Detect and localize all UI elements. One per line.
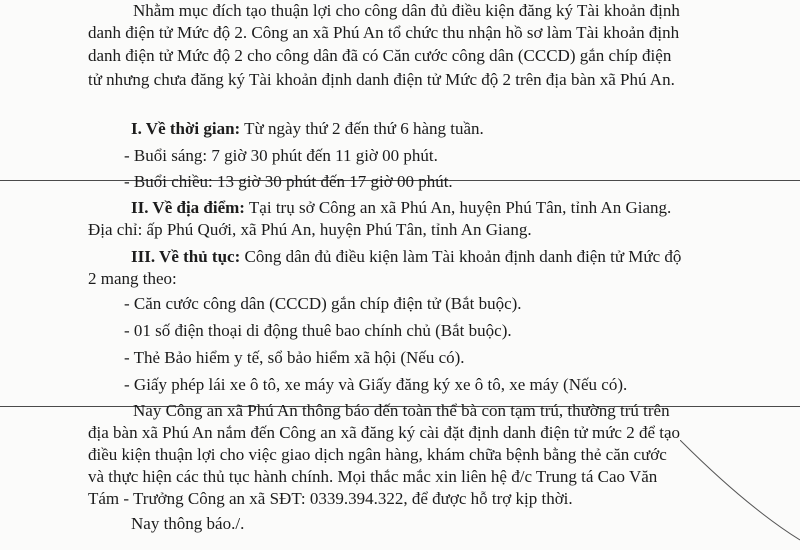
- intro-line-3: danh điện tử Mức độ 2 cho công dân đã có Căn cước công dân (CCCD) gắn chíp điện: [88, 46, 672, 65]
- notice-line-4: và thực hiện các thủ tục hành chính. Mọi thắc mắc xin liên hệ đ/c Trung tá Cao Văn: [88, 467, 658, 486]
- procedure-section: [131, 246, 681, 268]
- notice-line-1: Nay Công an xã Phú An thông báo đến toàn thể bà con tạm trú, thường trú trên: [133, 401, 670, 420]
- procedure-text-2: 2 mang theo:: [88, 269, 177, 288]
- time-heading: I. Về thời gian:: [131, 119, 241, 138]
- place-address: Địa chỉ: ấp Phú Quới, xã Phú An, huyện Phú Tân, tỉnh An Giang.: [88, 220, 532, 239]
- time-morning: - Buổi sáng: 7 giờ 30 phút đến 11 giờ 00 phút.: [124, 146, 438, 165]
- intro-line-1: Nhằm mục đích tạo thuận lợi cho công dân đủ điều kiện đăng ký Tài khoản định: [133, 1, 680, 20]
- place-text: Tại trụ sở Công an xã Phú An, huyện Phú Tân, tỉnh An Giang.: [244, 198, 672, 217]
- notice-line-2: địa bàn xã Phú An nắm đến Công an xã đăng ký cài đặt định danh điện tử mức 2 để tạo: [88, 423, 681, 442]
- time-afternoon: - Buổi chiều: 13 giờ 30 phút đến 17 giờ 00 phút.: [124, 172, 453, 191]
- place-section: [131, 197, 671, 219]
- intro-line-4: tử nhưng chưa đăng ký Tài khoản định danh điện tử Mức độ 2 trên địa bàn xã Phú An.: [88, 70, 675, 89]
- procedure-item: - Căn cước công dân (CCCD) gắn chíp điện tử (Bắt buộc).: [124, 294, 522, 313]
- page-edge-curve: [680, 440, 800, 550]
- time-section: [131, 118, 484, 140]
- procedure-item: - 01 số điện thoại di động thuê bao chính chủ (Bắt buộc).: [124, 321, 512, 340]
- procedure-text: Công dân đủ điều kiện làm Tài khoản định danh điện tử Mức độ: [240, 247, 682, 266]
- procedure-item: - Giấy phép lái xe ô tô, xe máy và Giấy đăng ký xe ô tô, xe máy (Nếu có).: [124, 375, 628, 394]
- procedure-item: - Thẻ Bảo hiểm y tế, sổ bảo hiểm xã hội (Nếu có).: [124, 348, 465, 367]
- procedure-heading: III. Về thủ tục:: [131, 247, 241, 266]
- time-text: Từ ngày thứ 2 đến thứ 6 hàng tuần.: [240, 119, 484, 138]
- notice-line-3: điều kiện thuận lợi cho việc giao dịch ngân hàng, khám chữa bệnh bằng thẻ căn cước: [88, 445, 667, 464]
- intro-line-2: danh điện tử Mức độ 2. Công an xã Phú An tổ chức thu nhận hồ sơ làm Tài khoản định: [88, 23, 680, 42]
- closing-text: Nay thông báo./.: [131, 514, 245, 533]
- notice-line-5: Tám - Trưởng Công an xã SĐT: 0339.394.322, để được hỗ trợ kịp thời.: [88, 489, 573, 508]
- place-heading: II. Về địa điểm:: [131, 198, 245, 217]
